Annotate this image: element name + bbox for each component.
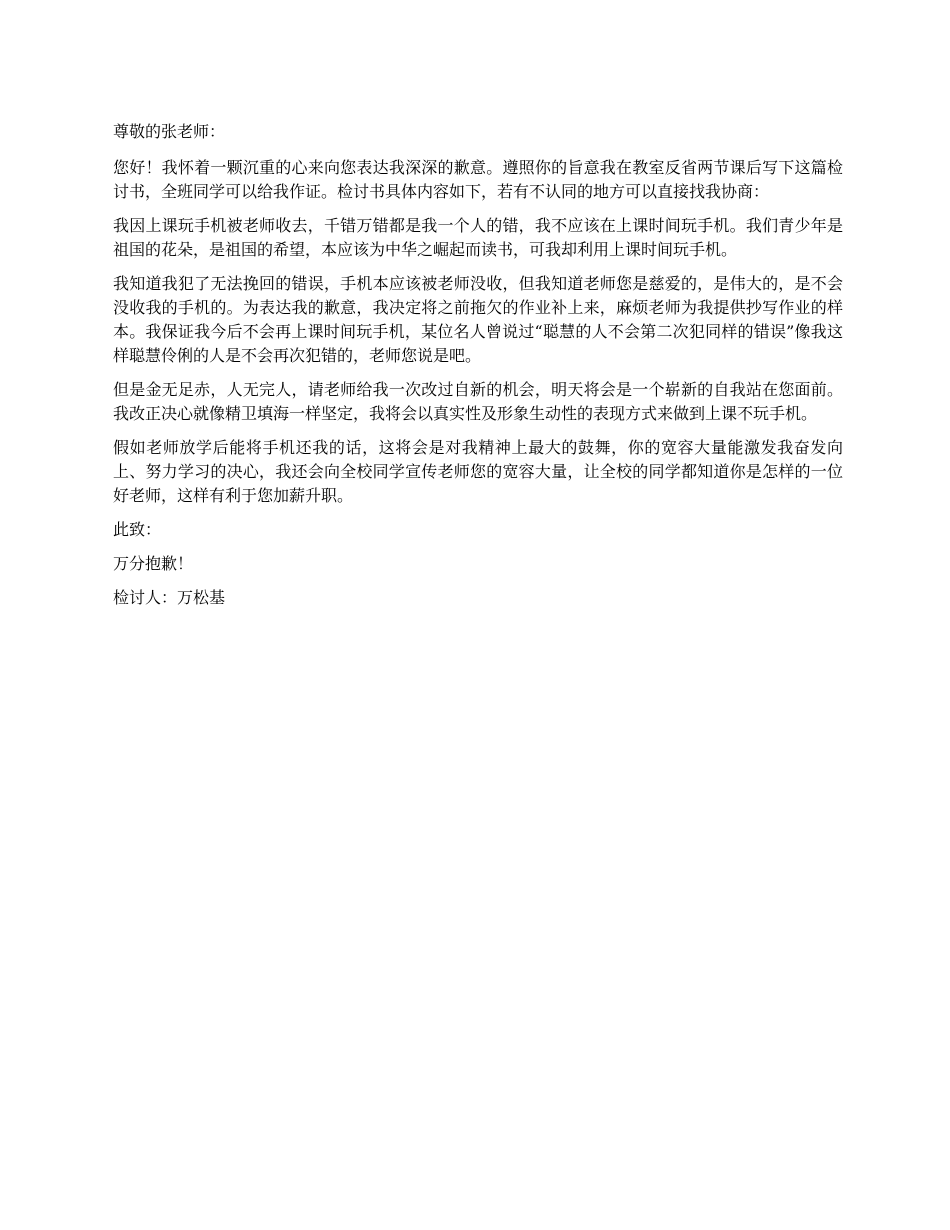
- salutation: 尊敬的张老师：: [113, 122, 226, 141]
- paragraph-resolution: 但是金无足赤，人无完人，请老师给我一次改过自新的机会，明天将会是一个崭新的自我站在您面前。我改正决心就像精卫填海一样坚定，我将会以真实性及形象生动性的表现方式来做到上课不玩手机。: [113, 380, 843, 423]
- paragraph-reason: 我因上课玩手机被老师收去，千错万错都是我一个人的错，我不应该在上课时间玩手机。我们青少年是祖国的花朵，是祖国的希望，本应该为中华之崛起而读书，可我却利用上课时间玩手机。: [113, 216, 843, 259]
- paragraph-greeting: 您好！我怀着一颗沉重的心来向您表达我深深的歉意。遵照你的旨意我在教室反省两节课后写下这篇检讨书，全班同学可以给我作证。检讨书具体内容如下，若有不认同的地方可以直接找我协商：: [113, 158, 843, 201]
- closing: 此致：: [113, 520, 162, 539]
- signature: 检讨人：万松基: [113, 588, 226, 607]
- paragraph-request: 假如老师放学后能将手机还我的话，这将会是对我精神上最大的鼓舞，你的宽容大量能激发我奋发向上、努力学习的决心，我还会向全校同学宣传老师您的宽容大量，让全校的同学都知道你是怎样的一位好老师，这样有利于您加薪升职。: [113, 438, 843, 505]
- letter-body: [113, 120, 843, 620]
- apology: 万分抱歉！: [113, 554, 194, 573]
- paragraph-promise: 我知道我犯了无法挽回的错误，手机本应该被老师没收，但我知道老师您是慈爱的，是伟大的，是不会没收我的手机的。为表达我的歉意，我决定将之前拖欠的作业补上来，麻烦老师为我提供抄写作业的样本。我保证我今后不会再上课时间玩手机，某位名人曾说过“聪慧的人不会第二次犯同样的错误”像我这样聪慧伶俐的人是不会再次犯错的，老师您说是吧。: [113, 274, 843, 365]
